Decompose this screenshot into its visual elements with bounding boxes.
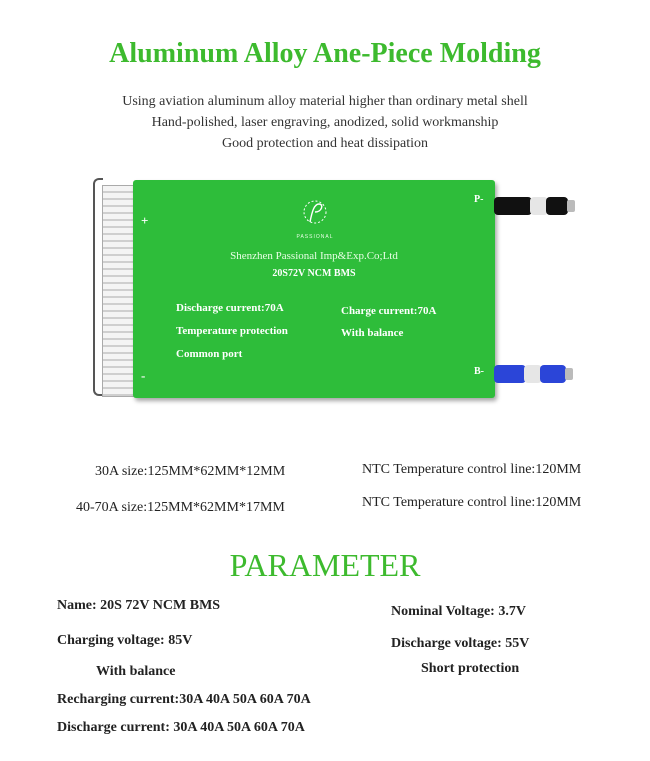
- page-title: Aluminum Alloy Ane-Piece Molding: [109, 38, 541, 69]
- ntc-line-spec-1: NTC Temperature control line:120MM: [362, 462, 582, 477]
- parameter-heading: PARAMETER: [229, 547, 421, 583]
- model-name: 20S72V NCM BMS: [272, 268, 356, 279]
- param-with-balance: With balance: [96, 664, 176, 679]
- b-minus-label: B-: [474, 366, 484, 377]
- param-short-protection: Short protection: [421, 661, 520, 676]
- temperature-protection-label: Temperature protection: [176, 325, 288, 337]
- feature-line-1: Using aviation aluminum alloy material higher than ordinary metal shell: [122, 94, 528, 109]
- brand-wordmark: PASSIONAL: [296, 234, 334, 240]
- param-discharge-voltage: Discharge voltage: 55V: [391, 636, 530, 651]
- balance-connector: [102, 185, 136, 397]
- b-minus-wire-end: [540, 365, 566, 383]
- feature-line-3: Good protection and heat dissipation: [221, 136, 429, 151]
- minus-terminal-label: -: [141, 368, 146, 383]
- p-minus-wire-tip: [567, 200, 575, 212]
- param-discharge-current: Discharge current: 30A 40A 50A 60A 70A: [57, 720, 305, 735]
- param-recharging-current: Recharging current:30A 40A 50A 60A 70A: [57, 692, 311, 707]
- common-port-label: Common port: [176, 348, 243, 360]
- plus-terminal-label: +: [141, 213, 149, 228]
- company-name: Shenzhen Passional Imp&Exp.Co;Ltd: [230, 250, 398, 262]
- feature-line-2: Hand-polished, laser engraving, anodized, solid workmanship: [151, 115, 499, 130]
- ntc-line-spec-2: NTC Temperature control line:120MM: [362, 495, 582, 510]
- balance-label: With balance: [341, 327, 404, 339]
- param-nominal-voltage: Nominal Voltage: 3.7V: [391, 604, 526, 619]
- bms-board: [133, 180, 495, 398]
- p-minus-wire-end: [546, 197, 568, 215]
- size-40-70a-spec: 40-70A size:125MM*62MM*17MM: [76, 500, 285, 515]
- passional-logo-icon: [297, 198, 333, 230]
- discharge-current-label: Discharge current:70A: [176, 302, 284, 314]
- param-name: Name: 20S 72V NCM BMS: [57, 598, 221, 613]
- charge-current-label: Charge current:70A: [341, 305, 437, 317]
- p-minus-label: P-: [474, 194, 484, 205]
- b-minus-wire: [494, 365, 526, 383]
- param-charging-voltage: Charging voltage: 85V: [57, 633, 193, 648]
- b-minus-wire-tip: [565, 368, 573, 380]
- size-30a-spec: 30A size:125MM*62MM*12MM: [95, 464, 286, 479]
- p-minus-wire: [494, 197, 532, 215]
